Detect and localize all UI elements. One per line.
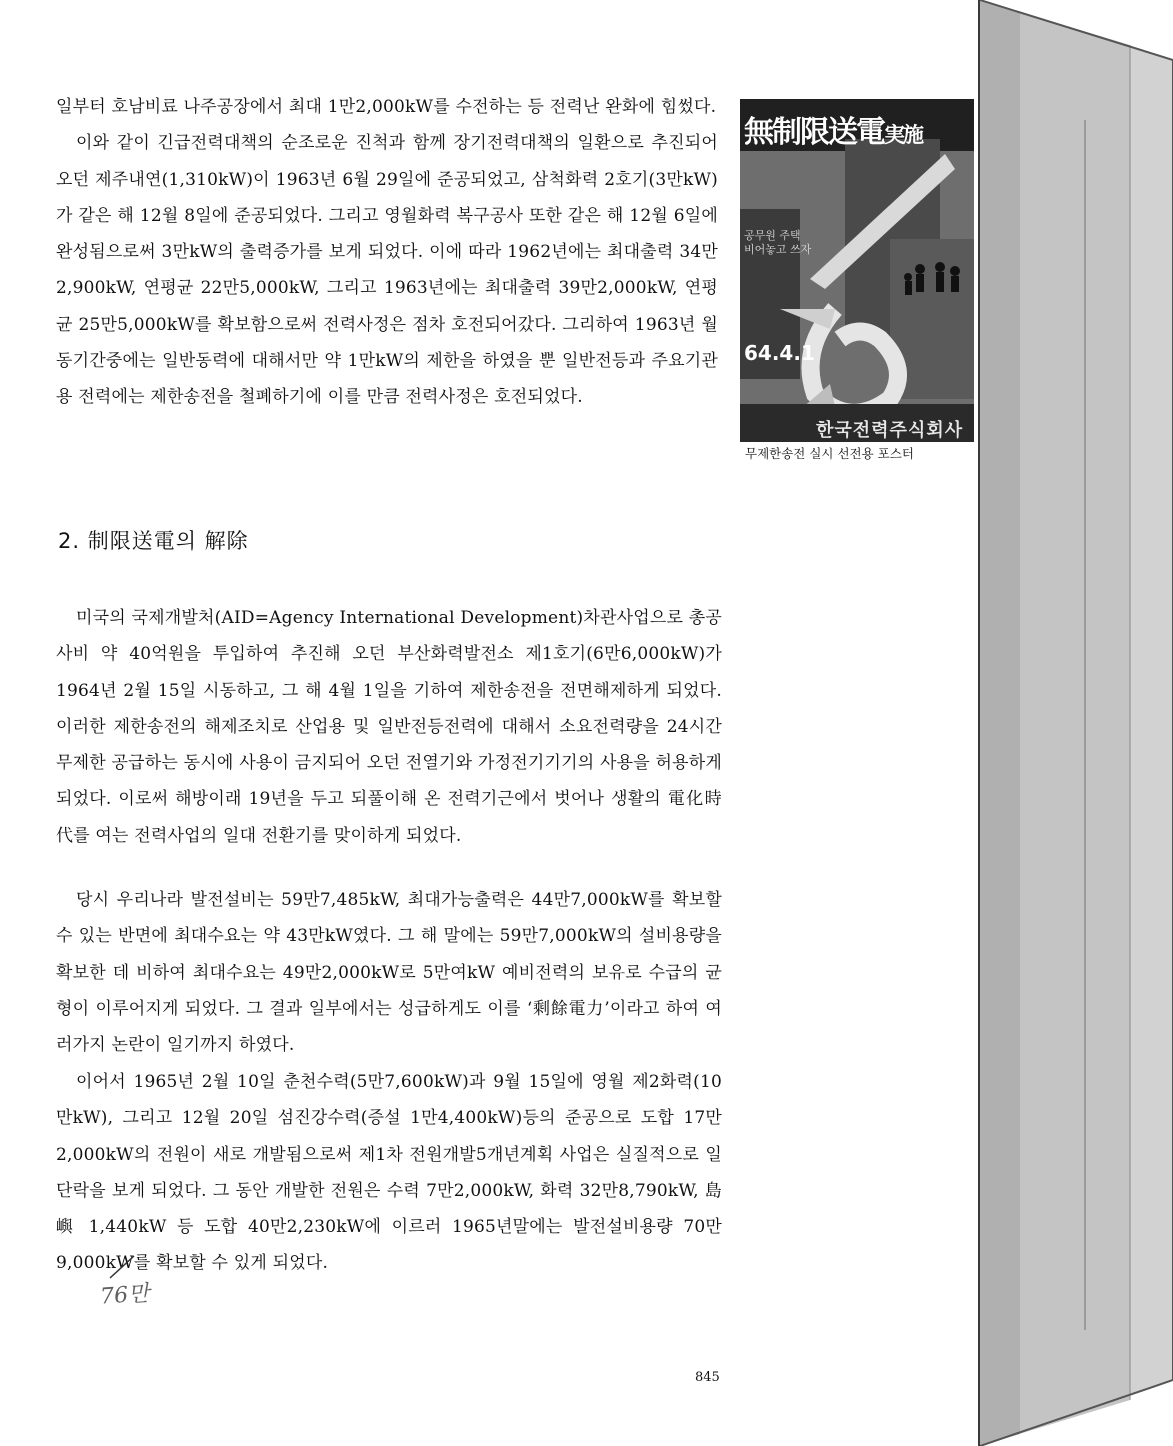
poster-mid-text: 공무원 주택 비어놓고 쓰자 [744,229,812,256]
poster-title [744,107,922,151]
paragraph-4: 이어서 1965년 2월 10일 춘천수력(5만7,600kW)과 9월 15일에 영월 제2화력(10만kW), 그리고 12월 20일 섬진강수력(증설 1만4,400kW)등의 준공으로 도합 17만2,000kW의 전원이 새로 개발됨으로써 제1차 전원개발5개년계획 사업은 실질적으로 일단락을 보게 되었다. 그 동안 개발한 전원은 수력 7만2,000kW, 화력 32만8,790kW, 島嶼 1,440kW 등 도합 40만2,230kW에 이르러 1965년말에는 발전설비용량 70만9,000kW를 확보할 수 있게 되었다. [56,1072,722,1274]
page-stack-edge [980,0,1173,1446]
paragraph-3: 당시 우리나라 발전설비는 59만7,485kW, 최대가능출력은 44만7,000kW를 확보할 수 있는 반면에 최대수요는 약 43만kW였다. 그 해 말에는 59만7,000kW의 설비용량을 확보한 데 비하여 최대수요는 49만2,000kW로 5만여kW 예비전력의 보유로 수급의 균형이 이루어지게 되었다. 그 결과 일부에서는 성급하게도 이를 ‘剩餘電力’이라고 하여 여러가지 논란이 일기까지 하였다. [56,890,722,1056]
poster-caption: 무제한송전 실시 선전용 포스터 [745,446,914,461]
paragraph-1b-text: 이와 같이 긴급전력대책의 순조로운 진척과 함께 장기전력대책의 일환으로 추진되어 오던 제주내연(1,310kW)이 1963년 6월 29일에 준공되었고, 삼척화력 2호기(3만kW)가 같은 해 12월 8일에 준공되었다. 그리고 영월화력 복구공사 또한 같은 해 12월 6일에 완성됨으로써 3만kW의 출력증가를 보게 되었다. 이에 따라 1962년에는 최대출력 34만2,900kW, 연평균 22만5,000kW, 그리고 1963년에는 최대출력 39만2,000kW, 연평균 25만5,000kW를 확보함으로써 전력사정은 점차 호전되어갔다. 그리하여 1963년 월동기간중에는 일반동력에 대해서만 약 1만kW의 제한을 하였을 뿐 일반전등과 주요기관용 전력에는 제한송전을 철폐하기에 이를 만큼 전력사정은 호전되었다. [56,133,718,408]
poster-date: 64.4.1 [744,341,815,365]
paragraph-1 [56,89,718,416]
paragraph-2: 미국의 국제개발처(AID=Agency International Development)차관사업으로 총공사비 약 40억원을 투입하여 추진해 오던 부산화력발전소 제1호기(6만6,000kW)가 1964년 2월 15일 시동하고, 그 해 4월 1일을 기하여 제한송전을 전면해제하게 되었다. 이러한 제한송전의 해제조치로 산업용 및 일반전등전력에 대해서 소요전력량을 24시간 무제한 공급하는 동시에 사용이 금지되어 오던 전열기와 가정전기기기의 사용을 허용하게 되었다. 이로써 해방이래 19년을 두고 되풀이해 온 전력기근에서 벗어나 생활의 電化時代를 여는 전력사업의 일대 전환기를 맞이하게 되었다. [56,608,722,846]
paragraph-1-text: 일부터 호남비료 나주공장에서 최대 1만2,000kW를 수전하는 등 전력난 완화에 힘썼다. [56,97,717,117]
page-stack-graphic [980,0,1173,1446]
poster-title-small: 実施 [884,123,922,147]
section-heading: 2. 制限送電의 解除 [58,529,249,553]
poster-company: 한국전력주식회사 [816,420,964,441]
handwritten-note: 76만 [99,1281,151,1310]
poster-image [740,99,974,442]
poster-title-main: 無制限送電 [744,115,884,150]
page-number: 845 [695,1370,720,1385]
